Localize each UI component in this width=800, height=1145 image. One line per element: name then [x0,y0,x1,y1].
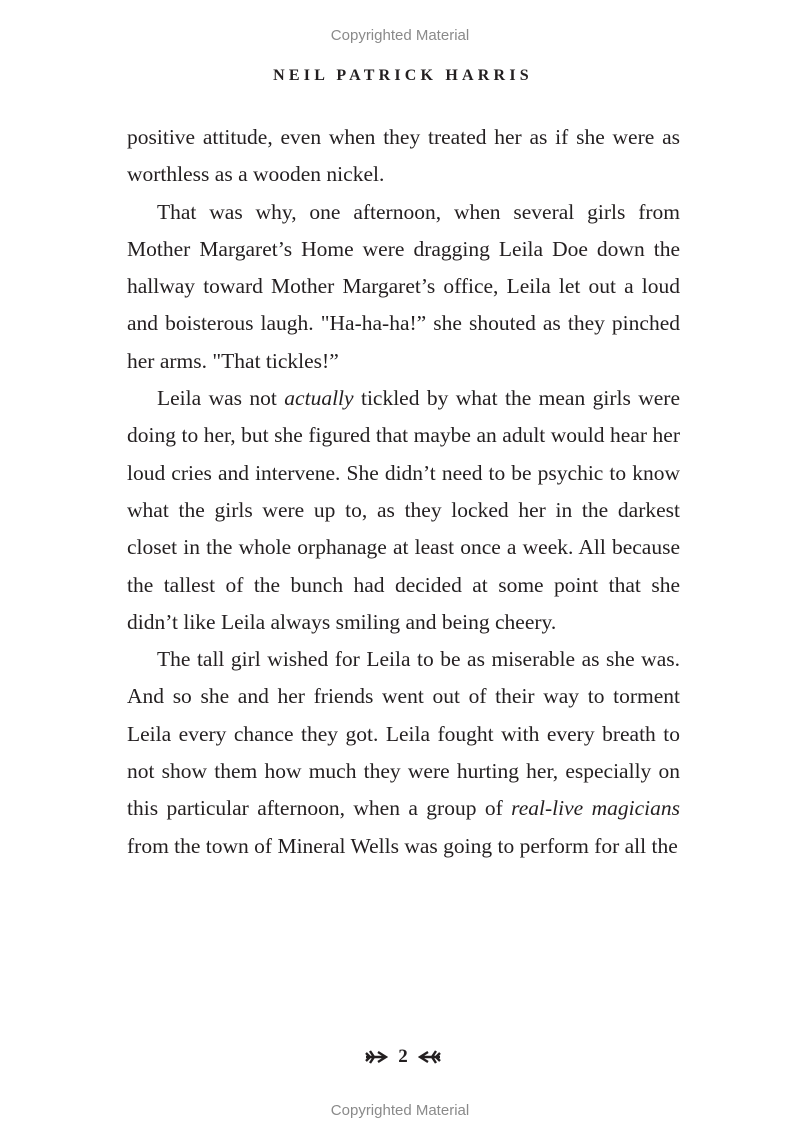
paragraph-1-text: positive attitude, even when they treated her as if she were as worthless as a wooden nickel. [127,125,680,187]
paragraph-4-text-b: from the town of Mineral Wells was going to perform for all the [127,833,678,858]
paragraph-3-text-b: tickled by what the mean girls were doing to her, but she figured that maybe an adult would hear her loud cries and intervene. She didn’t need to be psychic to know what the girls were up to, as they locked her in the darkest closet in the whole orphanage at least once a week. All because the tallest of the bunch had decided at some point that she didn’t like Leila always smiling and being cheery. [127,386,681,634]
paragraph-1 [127,119,680,194]
paragraph-2 [127,194,680,380]
paragraph-4-text-a: The tall girl wished for Leila to be as miserable as she was. And so she and her friends went out of their way to torment Leila every chance they got. Leila fought with every breath to not show them how much they were hurting her, especially on this particular afternoon, when a group of [127,647,680,821]
ornament-left-icon [364,1050,388,1064]
paragraph-4 [127,641,680,865]
ornament-right-icon [418,1050,442,1064]
paragraph-2-text: That was why, one afternoon, when several girls from Mother Margaret’s Home were dragging Leila Doe down the hallway toward Mother Margaret’s office, Leila let out a loud and boisterous laugh. "Ha-ha-ha!” she shouted as they pinched her arms. "That tickles!” [127,199,680,373]
body-text [127,119,680,865]
running-head: NEIL PATRICK HARRIS [273,67,533,84]
paragraph-3-text-a: Leila was not [157,386,285,411]
paragraph-3-italic: actually [284,386,354,411]
paragraph-4-italic: real-live magicians [511,796,680,821]
page-number: 2 [398,1046,408,1067]
paragraph-3 [127,380,680,641]
folio [0,1046,800,1068]
watermark-top: Copyrighted Material [330,27,470,44]
watermark-bottom: Copyrighted Material [330,1102,470,1119]
